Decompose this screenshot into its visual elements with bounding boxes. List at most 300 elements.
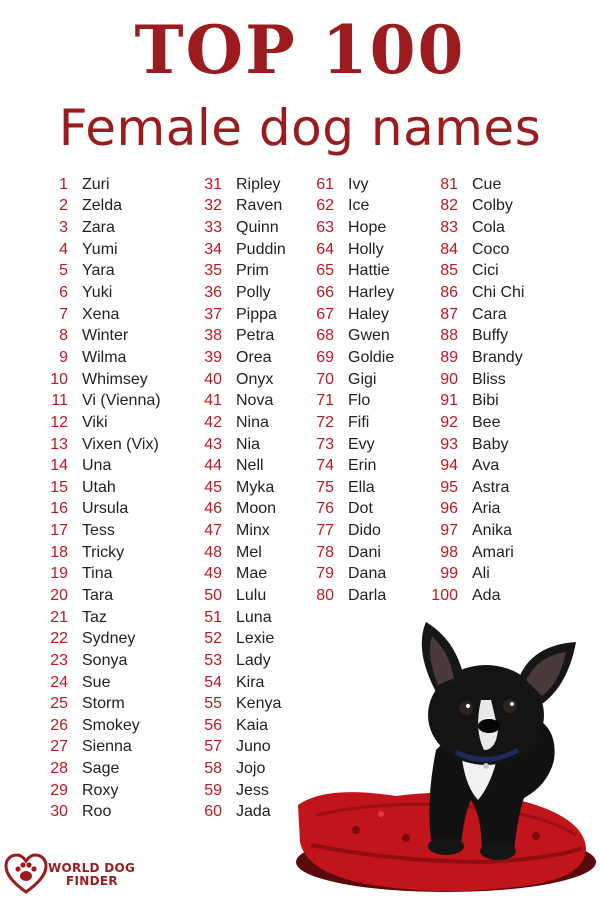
- rank-number: 80: [316, 586, 334, 604]
- dog-name: Pippa: [236, 305, 277, 323]
- dog-name: Ali: [472, 565, 490, 583]
- dog-name: Lady: [236, 651, 271, 669]
- rank-number: 72: [316, 413, 334, 431]
- name-row: [198, 802, 286, 824]
- rank-number: 75: [316, 478, 334, 496]
- name-row: [46, 542, 161, 564]
- rank-number: 81: [440, 175, 458, 193]
- rank-number: 60: [204, 803, 222, 821]
- dog-name: Yara: [82, 262, 115, 280]
- rank-number: 39: [204, 348, 222, 366]
- rank-number: 95: [440, 478, 458, 496]
- rank-number: 18: [50, 543, 68, 561]
- rank-number: 51: [204, 608, 222, 626]
- name-row: [46, 672, 161, 694]
- name-row: [198, 520, 286, 542]
- rank-number: 100: [431, 586, 458, 604]
- dog-name: Kira: [236, 673, 265, 691]
- rank-number: 64: [316, 240, 334, 258]
- name-row: [310, 542, 394, 564]
- name-row: [198, 261, 286, 283]
- rank-number: 59: [204, 781, 222, 799]
- rank-number: 31: [204, 175, 222, 193]
- dog-name: Erin: [348, 457, 377, 475]
- dog-name: Luna: [236, 608, 272, 626]
- names-column-2: [198, 174, 286, 823]
- dog-name: Smokey: [82, 716, 140, 734]
- rank-number: 82: [440, 197, 458, 215]
- name-row: [428, 455, 524, 477]
- dog-name: Zelda: [82, 197, 123, 215]
- name-row: [310, 369, 394, 391]
- rank-number: 85: [440, 262, 458, 280]
- name-row: [198, 455, 286, 477]
- french-bulldog-illustration: [286, 600, 600, 900]
- name-row: [46, 802, 161, 824]
- name-row: [428, 434, 524, 456]
- logo-text: [48, 862, 135, 888]
- dog-name: Gigi: [348, 370, 377, 388]
- dog-name: Polly: [236, 284, 271, 302]
- dog-name: Bibi: [472, 392, 499, 410]
- name-row: [310, 325, 394, 347]
- rank-number: 34: [204, 240, 222, 258]
- rank-number: 84: [440, 240, 458, 258]
- dog-name: Vi (Vienna): [82, 392, 161, 410]
- rank-number: 66: [316, 284, 334, 302]
- rank-number: 32: [204, 197, 222, 215]
- name-row: [310, 455, 394, 477]
- dog-name: Taz: [82, 608, 107, 626]
- name-row: [198, 477, 286, 499]
- name-row: [46, 780, 161, 802]
- dog-name: Amari: [472, 543, 514, 561]
- name-row: [310, 174, 394, 196]
- dog-name: Dana: [348, 565, 387, 583]
- dog-name: Ada: [472, 586, 501, 604]
- dog-name: Aria: [472, 500, 501, 518]
- name-row: [198, 693, 286, 715]
- name-row: [428, 564, 524, 586]
- dog-name: Juno: [236, 738, 271, 756]
- dog-name: Puddin: [236, 240, 286, 258]
- rank-number: 3: [59, 219, 68, 237]
- dog-name: Baby: [472, 435, 509, 453]
- dog-name: Whimsey: [82, 370, 148, 388]
- dog-name: Hattie: [348, 262, 390, 280]
- rank-number: 17: [50, 522, 68, 540]
- name-row: [310, 564, 394, 586]
- dog-name: Tara: [82, 586, 114, 604]
- rank-number: 89: [440, 348, 458, 366]
- rank-number: 77: [316, 522, 334, 540]
- name-row: [310, 261, 394, 283]
- rank-number: 25: [50, 695, 68, 713]
- rank-number: 13: [50, 435, 68, 453]
- rank-number: 11: [51, 392, 68, 410]
- name-row: [198, 325, 286, 347]
- name-row: [46, 304, 161, 326]
- name-row: [198, 780, 286, 802]
- rank-number: 21: [50, 608, 68, 626]
- name-row: [46, 196, 161, 218]
- name-row: [428, 261, 524, 283]
- name-row: [198, 628, 286, 650]
- name-row: [46, 758, 161, 780]
- dog-name: Sienna: [82, 738, 132, 756]
- name-row: [198, 585, 286, 607]
- rank-number: 9: [59, 348, 68, 366]
- dog-name: Jess: [236, 781, 269, 799]
- rank-number: 86: [440, 284, 458, 302]
- dog-name: Ava: [472, 457, 500, 475]
- dog-name: Dido: [348, 522, 381, 540]
- name-row: [198, 369, 286, 391]
- dog-name: Viki: [82, 413, 108, 431]
- rank-number: 35: [204, 262, 222, 280]
- world-dog-finder-logo[interactable]: [4, 852, 154, 896]
- rank-number: 93: [440, 435, 458, 453]
- rank-number: 87: [440, 305, 458, 323]
- name-row: [428, 304, 524, 326]
- rank-number: 88: [440, 327, 458, 345]
- rank-number: 70: [316, 370, 334, 388]
- rank-number: 63: [316, 219, 334, 237]
- rank-number: 76: [316, 500, 334, 518]
- dog-name: Gwen: [348, 327, 390, 345]
- dog-name: Ivy: [348, 175, 369, 193]
- name-row: [46, 499, 161, 521]
- name-row: [198, 304, 286, 326]
- dog-name: Una: [82, 457, 112, 475]
- dog-name: Brandy: [472, 348, 523, 366]
- dog-name: Petra: [236, 327, 275, 345]
- dog-name: Roxy: [82, 781, 119, 799]
- rank-number: 8: [59, 327, 68, 345]
- name-row: [46, 650, 161, 672]
- dog-name: Dani: [348, 543, 381, 561]
- rank-number: 10: [50, 370, 68, 388]
- dog-name: Sydney: [82, 630, 136, 648]
- name-row: [310, 434, 394, 456]
- dog-name: Lexie: [236, 630, 275, 648]
- name-row: [198, 737, 286, 759]
- name-row: [46, 261, 161, 283]
- name-row: [428, 520, 524, 542]
- name-row: [46, 174, 161, 196]
- dog-name: Bliss: [472, 370, 506, 388]
- rank-number: 27: [50, 738, 68, 756]
- dog-name: Sue: [82, 673, 111, 691]
- dog-name: Wilma: [82, 348, 127, 366]
- dog-name: Winter: [82, 327, 129, 345]
- dog-name: Ripley: [236, 175, 281, 193]
- rank-number: 7: [59, 305, 68, 323]
- dog-name: Mel: [236, 543, 262, 561]
- name-row: [310, 217, 394, 239]
- dog-name: Tricky: [82, 543, 125, 561]
- dog-name: Sage: [82, 760, 120, 778]
- left-eye: [459, 701, 473, 715]
- name-row: [198, 217, 286, 239]
- rank-number: 29: [50, 781, 68, 799]
- names-column-4: [428, 174, 524, 607]
- name-row: [310, 477, 394, 499]
- rank-number: 67: [316, 305, 334, 323]
- name-row: [428, 412, 524, 434]
- name-row: [46, 715, 161, 737]
- dog-name: Xena: [82, 305, 120, 323]
- rank-number: 49: [204, 565, 222, 583]
- name-row: [198, 499, 286, 521]
- dog-name: Haley: [348, 305, 389, 323]
- name-row: [428, 282, 524, 304]
- dog-name: Vixen (Vix): [82, 435, 159, 453]
- name-row: [428, 499, 524, 521]
- rank-number: 74: [316, 457, 334, 475]
- rank-number: 69: [316, 348, 334, 366]
- name-row: [46, 369, 161, 391]
- dog-nose: [478, 719, 500, 733]
- rank-number: 40: [204, 370, 222, 388]
- rank-number: 98: [440, 543, 458, 561]
- rank-number: 83: [440, 219, 458, 237]
- rank-number: 33: [204, 219, 222, 237]
- rank-number: 79: [316, 565, 334, 583]
- name-row: [198, 174, 286, 196]
- name-row: [428, 217, 524, 239]
- rank-number: 42: [204, 413, 222, 431]
- rank-number: 94: [440, 457, 458, 475]
- name-row: [198, 239, 286, 261]
- dog-name: Hope: [348, 219, 387, 237]
- rank-number: 62: [316, 197, 334, 215]
- rank-number: 12: [50, 413, 68, 431]
- dog-name: Storm: [82, 695, 125, 713]
- name-row: [428, 369, 524, 391]
- rank-number: 56: [204, 716, 222, 734]
- dog-name: Prim: [236, 262, 269, 280]
- rank-number: 23: [50, 651, 68, 669]
- name-row: [46, 325, 161, 347]
- rank-number: 58: [204, 760, 222, 778]
- dog-name: Onyx: [236, 370, 274, 388]
- name-row: [46, 628, 161, 650]
- name-row: [46, 585, 161, 607]
- name-row: [428, 174, 524, 196]
- rank-number: 90: [440, 370, 458, 388]
- name-row: [198, 390, 286, 412]
- rank-number: 46: [204, 500, 222, 518]
- dog-name: Holly: [348, 240, 384, 258]
- name-row: [46, 390, 161, 412]
- rank-number: 48: [204, 543, 222, 561]
- dog-name: Yuki: [82, 284, 113, 302]
- name-row: [198, 412, 286, 434]
- dog-name: Colby: [472, 197, 513, 215]
- dog-name: Jada: [236, 803, 271, 821]
- dog-name: Astra: [472, 478, 510, 496]
- dog-name: Nia: [236, 435, 261, 453]
- rank-number: 73: [316, 435, 334, 453]
- rank-number: 45: [204, 478, 222, 496]
- name-row: [198, 650, 286, 672]
- dog-name: Cue: [472, 175, 502, 193]
- name-row: [46, 477, 161, 499]
- rank-number: 20: [50, 586, 68, 604]
- dog-name: Zuri: [82, 175, 110, 193]
- names-column-1: [46, 174, 161, 823]
- dog-name: Moon: [236, 500, 277, 518]
- dog-name: Ice: [348, 197, 370, 215]
- name-row: [46, 564, 161, 586]
- rank-number: 65: [316, 262, 334, 280]
- name-row: [46, 737, 161, 759]
- dog-name: Lulu: [236, 586, 267, 604]
- front-paw-right: [480, 842, 516, 860]
- name-row: [46, 282, 161, 304]
- dog-name: Anika: [472, 522, 513, 540]
- dog-name: Roo: [82, 803, 112, 821]
- paw-print-icon: [15, 862, 36, 881]
- rank-number: 61: [316, 175, 334, 193]
- dog-name: Raven: [236, 197, 283, 215]
- rank-number: 22: [50, 630, 68, 648]
- front-paw-left: [428, 837, 464, 855]
- dog-name: Mae: [236, 565, 268, 583]
- dog-name: Cara: [472, 305, 507, 323]
- dog-name: Ella: [348, 478, 375, 496]
- rank-number: 50: [204, 586, 222, 604]
- name-row: [46, 455, 161, 477]
- names-column-3: [310, 174, 394, 607]
- rank-number: 68: [316, 327, 334, 345]
- dog-name: Kaia: [236, 716, 269, 734]
- name-row: [428, 239, 524, 261]
- name-row: [310, 347, 394, 369]
- name-row: [428, 196, 524, 218]
- rank-number: 16: [50, 500, 68, 518]
- dog-name: Tina: [82, 565, 113, 583]
- name-row: [46, 520, 161, 542]
- dog-name: Buffy: [472, 327, 509, 345]
- dog-name: Minx: [236, 522, 270, 540]
- rank-number: 44: [204, 457, 222, 475]
- dog-name: Orea: [236, 348, 272, 366]
- rank-number: 97: [440, 522, 458, 540]
- rank-number: 55: [204, 695, 222, 713]
- name-row: [46, 693, 161, 715]
- dog-name: Nell: [236, 457, 264, 475]
- dog-name: Jojo: [236, 760, 266, 778]
- rank-number: 5: [59, 262, 68, 280]
- name-row: [310, 282, 394, 304]
- rank-number: 4: [59, 240, 68, 258]
- rank-number: 78: [316, 543, 334, 561]
- rank-number: 37: [204, 305, 222, 323]
- name-row: [198, 196, 286, 218]
- rank-number: 30: [50, 803, 68, 821]
- rank-number: 53: [204, 651, 222, 669]
- name-row: [428, 542, 524, 564]
- name-row: [46, 434, 161, 456]
- dog-name: Cola: [472, 219, 505, 237]
- page-subtitle: Female dog names: [58, 99, 542, 157]
- name-row: [198, 715, 286, 737]
- rank-number: 6: [59, 284, 68, 302]
- rank-number: 28: [50, 760, 68, 778]
- name-row: [198, 347, 286, 369]
- name-row: [198, 282, 286, 304]
- dog-name: Nova: [236, 392, 274, 410]
- name-row: [428, 477, 524, 499]
- right-eye: [503, 699, 517, 713]
- name-row: [198, 758, 286, 780]
- dog-name: Ursula: [82, 500, 129, 518]
- dog-name: Goldie: [348, 348, 395, 366]
- rank-number: 24: [50, 673, 68, 691]
- dog-name: Kenya: [236, 695, 282, 713]
- dog-name: Dot: [348, 500, 373, 518]
- name-row: [310, 390, 394, 412]
- name-row: [198, 564, 286, 586]
- rank-number: 43: [204, 435, 222, 453]
- page-title: TOP 100: [134, 11, 466, 89]
- name-row: [310, 520, 394, 542]
- rank-number: 92: [440, 413, 458, 431]
- name-row: [198, 607, 286, 629]
- dog-name: Myka: [236, 478, 275, 496]
- name-row: [46, 217, 161, 239]
- rank-number: 14: [50, 457, 68, 475]
- dog-name: Zara: [82, 219, 115, 237]
- dog-name: Coco: [472, 240, 510, 258]
- name-row: [46, 347, 161, 369]
- name-row: [310, 412, 394, 434]
- dog-name: Harley: [348, 284, 395, 302]
- dog-name: Utah: [82, 478, 116, 496]
- rank-number: 41: [204, 392, 222, 410]
- dog-name: Evy: [348, 435, 375, 453]
- rank-number: 47: [204, 522, 222, 540]
- rank-number: 15: [50, 478, 68, 496]
- dog-name: Chi Chi: [472, 284, 525, 302]
- dog-name: Cici: [472, 262, 499, 280]
- dog-name: Tess: [82, 522, 115, 540]
- dog-name: Nina: [236, 413, 269, 431]
- logo-line-1: WORLD DOG: [48, 861, 136, 875]
- name-row: [310, 499, 394, 521]
- rank-number: 99: [440, 565, 458, 583]
- dog-name: Quinn: [236, 219, 279, 237]
- name-row: [46, 239, 161, 261]
- rank-number: 71: [316, 392, 334, 410]
- dog-name: Bee: [472, 413, 501, 431]
- rank-number: 19: [50, 565, 68, 583]
- rank-number: 38: [204, 327, 222, 345]
- logo-line-2: FINDER: [66, 874, 118, 888]
- rank-number: 52: [204, 630, 222, 648]
- name-row: [428, 390, 524, 412]
- name-row: [310, 239, 394, 261]
- dog-name: Flo: [348, 392, 371, 410]
- rank-number: 2: [59, 197, 68, 215]
- rank-number: 36: [204, 284, 222, 302]
- rank-number: 54: [204, 673, 222, 691]
- name-row: [310, 304, 394, 326]
- rank-number: 57: [204, 738, 222, 756]
- rank-number: 26: [50, 716, 68, 734]
